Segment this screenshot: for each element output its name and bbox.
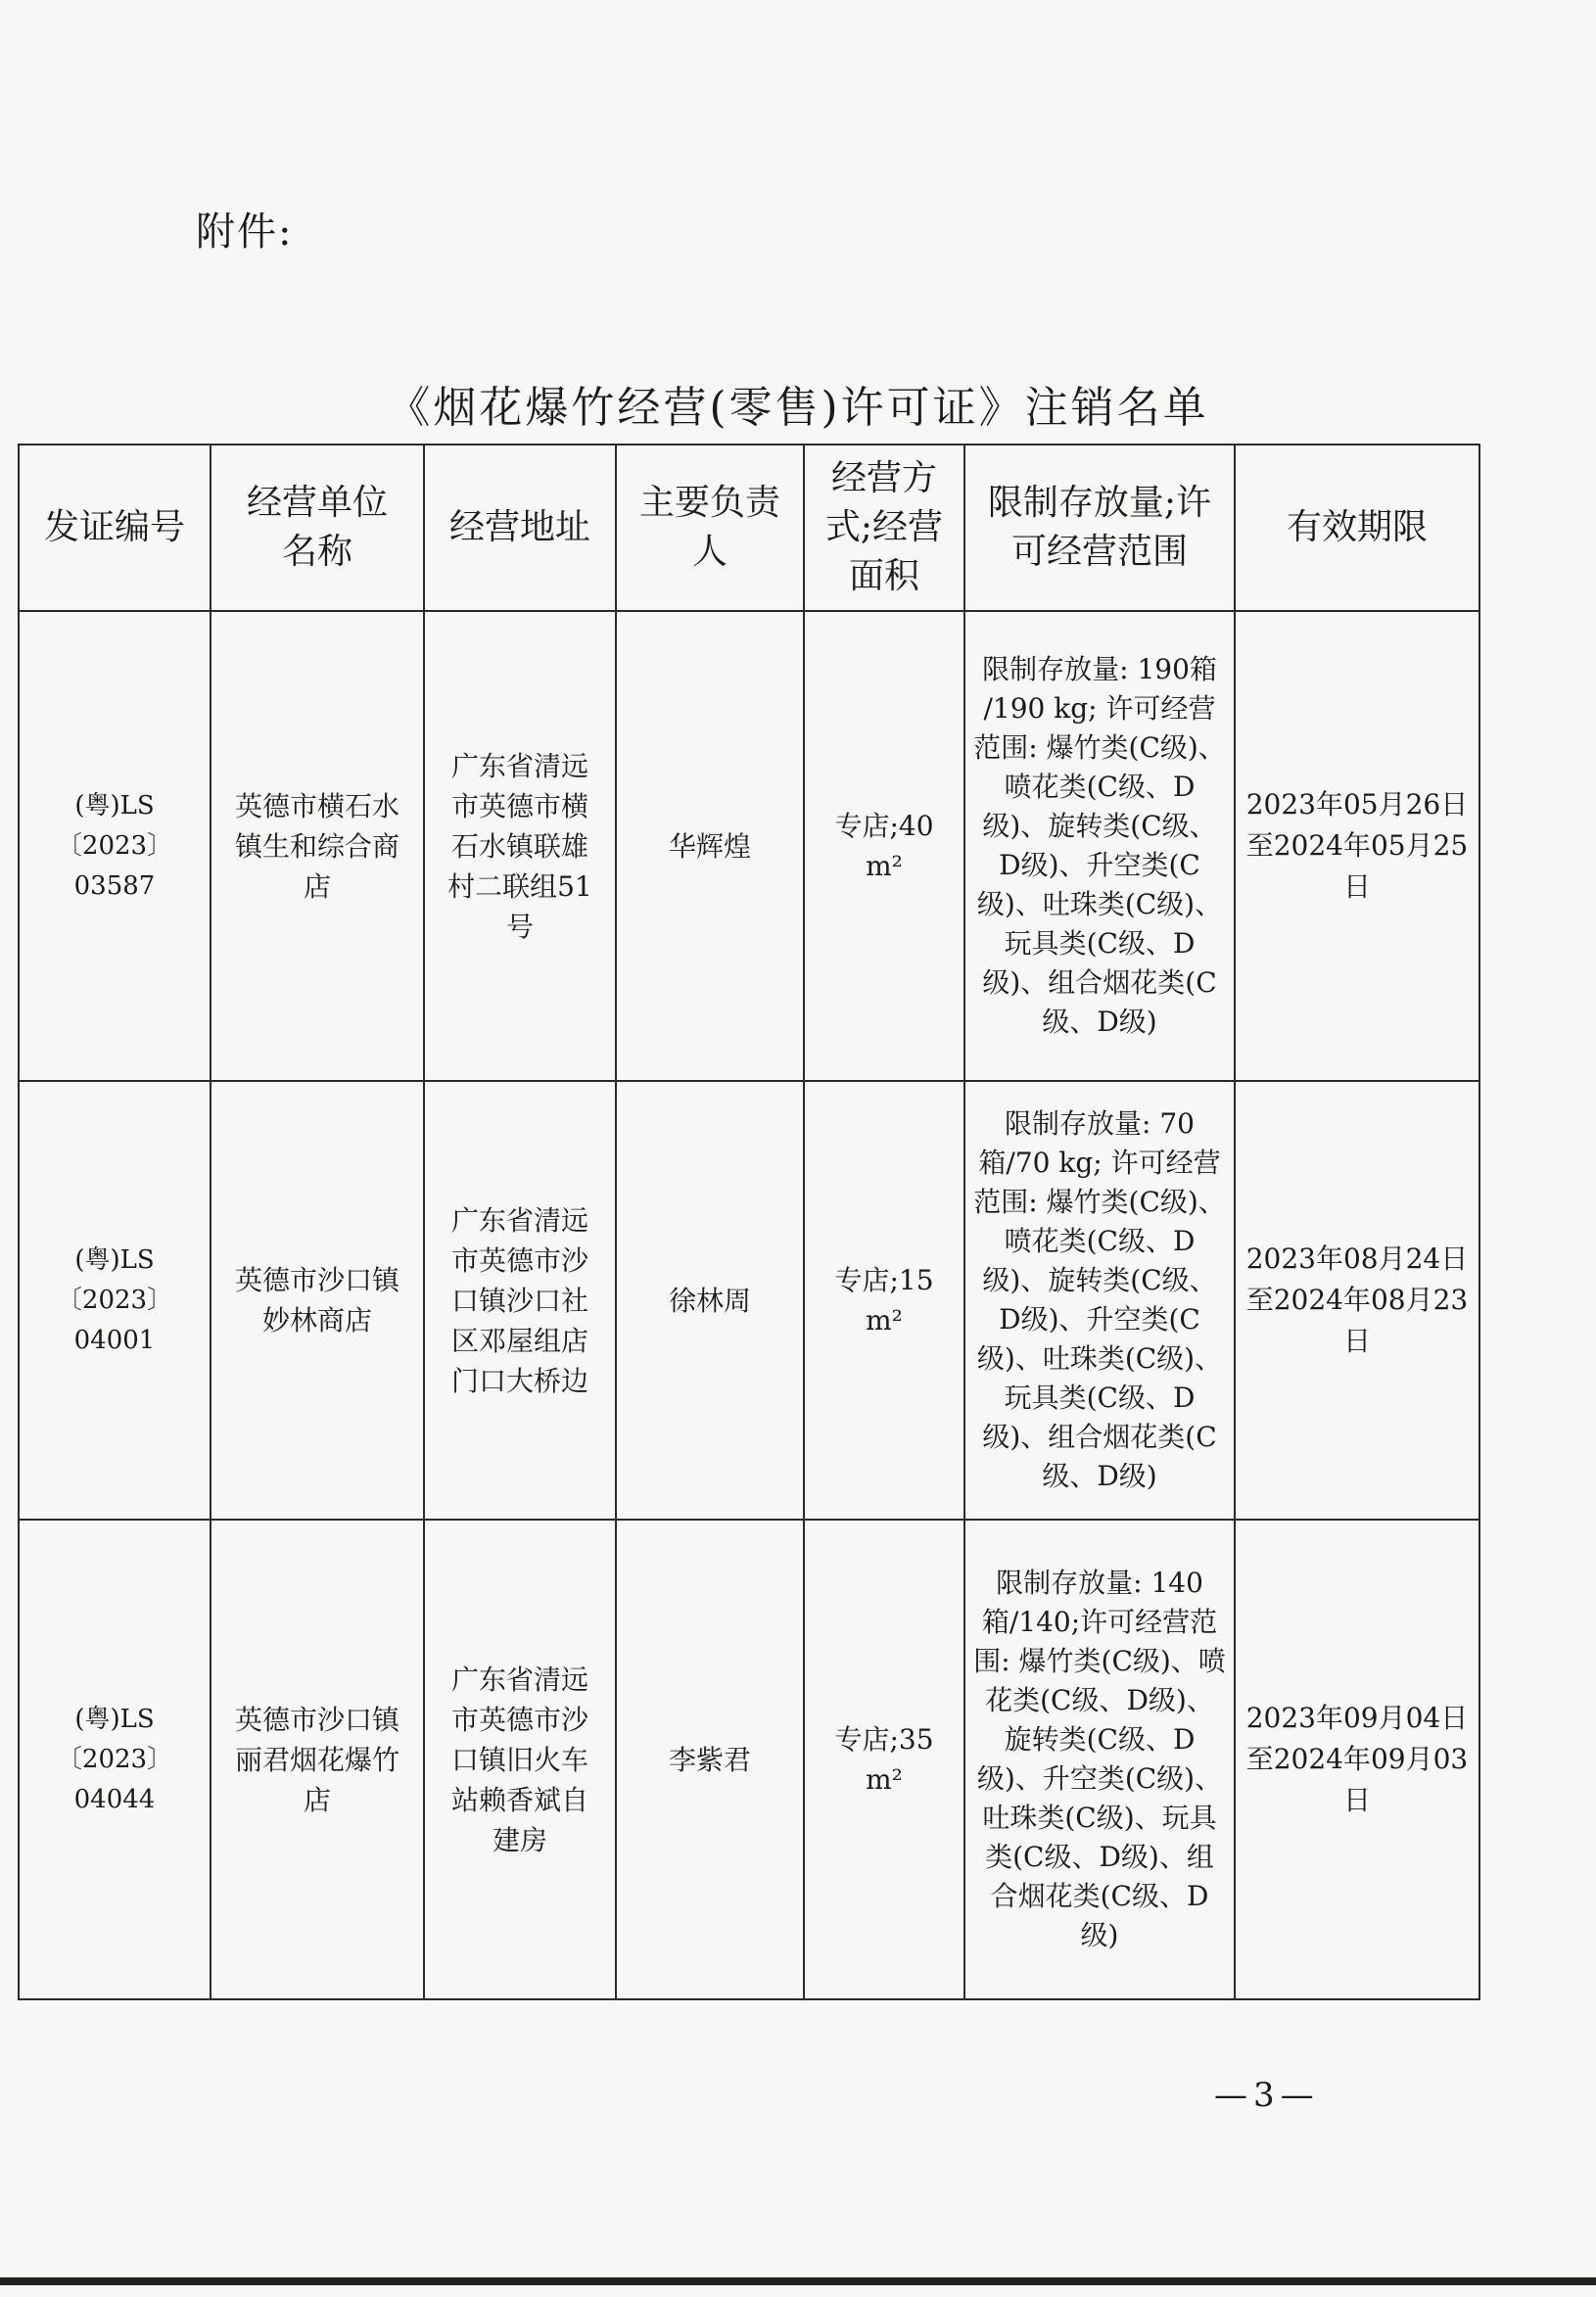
cert-no-part1: (粤)LS (74, 1244, 155, 1275)
header-unit-name: 经营单位名称 (211, 445, 424, 611)
area-unit: m² (866, 1304, 903, 1336)
principal-cell: 李紫君 (616, 1520, 804, 1999)
validity-cell: 2023年08月24日至2024年08月23日 (1235, 1081, 1479, 1520)
cert-no-cell (19, 1081, 211, 1520)
cert-no-part2: 〔2023〕 (56, 830, 173, 861)
cert-no-part1: (粤)LS (74, 790, 155, 820)
cert-no-cell (19, 1520, 211, 1999)
header-cert-no: 发证编号 (19, 445, 211, 611)
mode-area-cell (804, 1081, 964, 1520)
mode-area-cell (804, 1520, 964, 1999)
unit-name-cell: 英德市沙口镇妙林商店 (211, 1081, 424, 1520)
principal-cell: 徐林周 (616, 1081, 804, 1520)
page-number: —3— (1214, 2076, 1320, 2115)
header-validity: 有效期限 (1235, 445, 1479, 611)
scan-edge-line (0, 2277, 1596, 2285)
mode-area-cell (804, 611, 964, 1081)
table-row (19, 1081, 1479, 1520)
address-cell: 广东省清远市英德市沙口镇旧火车站赖香斌自建房 (424, 1520, 616, 1999)
cert-no-part3: 04001 (73, 1325, 156, 1355)
validity-cell: 2023年05月26日至2024年05月25日 (1235, 611, 1479, 1081)
area-unit: m² (866, 1763, 903, 1796)
principal-cell: 华辉煌 (616, 611, 804, 1081)
unit-name-cell: 英德市沙口镇丽君烟花爆竹店 (211, 1520, 424, 1999)
header-principal: 主要负责人 (616, 445, 804, 611)
header-address: 经营地址 (424, 445, 616, 611)
mode-area-text: 专店;35 (834, 1723, 934, 1756)
scope-cell: 限制存放量: 190箱 /190 kg; 许可经营范围: 爆竹类(C级)、喷花类(C级、D级)、旋转类(C级、D级)、升空类(C级)、吐珠类(C级)、玩具类(C级、D级)、组合烟花类(C级、D级) (964, 611, 1235, 1081)
validity-cell: 2023年09月04日至2024年09月03日 (1235, 1520, 1479, 1999)
cert-no-part2: 〔2023〕 (56, 1285, 173, 1315)
attachment-label: 附件: (196, 210, 294, 255)
area-unit: m² (866, 850, 903, 882)
cert-no-part3: 03587 (73, 870, 156, 901)
cert-no-part1: (粤)LS (74, 1704, 155, 1734)
scope-cell: 限制存放量: 70箱/70 kg; 许可经营范围: 爆竹类(C级)、喷花类(C级、D级)、旋转类(C级、D级)、升空类(C级)、吐珠类(C级)、玩具类(C级、D级)、组合烟花类(C级、D级) (964, 1081, 1235, 1520)
table-header-row (19, 445, 1479, 611)
table-row (19, 611, 1479, 1081)
revocation-table (18, 444, 1480, 2000)
cert-no-part3: 04044 (73, 1784, 156, 1814)
table-row (19, 1520, 1479, 1999)
document-title: 《烟花爆竹经营(零售)许可证》注销名单 (387, 383, 1209, 433)
scope-cell: 限制存放量: 140箱/140;许可经营范围: 爆竹类(C级)、喷花类(C级、D级)、旋转类(C级、D级)、升空类(C级)、吐珠类(C级)、玩具类(C级、D级)、组合烟花类(C级、D级) (964, 1520, 1235, 1999)
mode-area-text: 专店;15 (834, 1264, 934, 1296)
address-cell: 广东省清远市英德市横石水镇联雄村二联组51号 (424, 611, 616, 1081)
unit-name-cell: 英德市横石水镇生和综合商店 (211, 611, 424, 1081)
header-mode-area: 经营方式;经营面积 (804, 445, 964, 611)
address-cell: 广东省清远市英德市沙口镇沙口社区邓屋组店门口大桥边 (424, 1081, 616, 1520)
mode-area-text: 专店;40 (834, 810, 934, 842)
header-scope: 限制存放量;许可经营范围 (964, 445, 1235, 611)
cert-no-part2: 〔2023〕 (56, 1744, 173, 1774)
cert-no-cell (19, 611, 211, 1081)
